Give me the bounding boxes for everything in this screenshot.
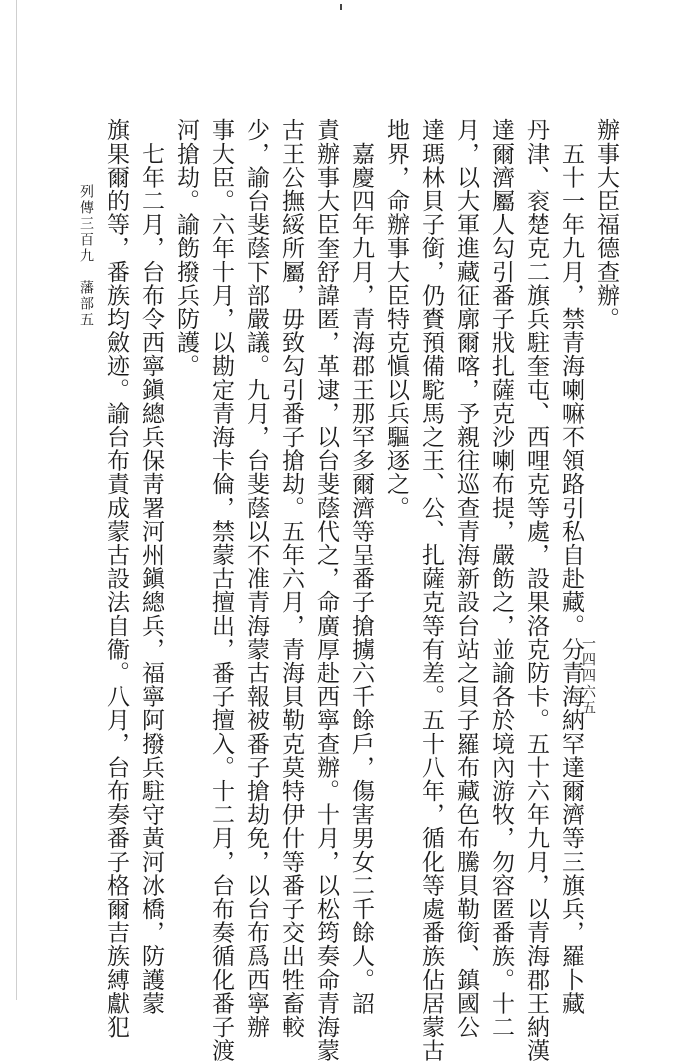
- running-head: 列傳三百九 藩部五: [78, 184, 94, 328]
- text-column-12: 事大臣。六年十月，以勘定青海卡倫，禁蒙古擅出，番子擅入。十二月，台布奏循化番子渡: [208, 118, 234, 1062]
- text-column-9: 責辦事大臣奎舒諱匿，革逮，以台斐蔭代之，命廣厚赴西寧查辦。十月，以松筠奏命青海蒙: [313, 118, 339, 1062]
- text-column-3: 丹津、衮楚克二旗兵駐奎屯、西哩克等處，設果洛克防卡。五十六年九月，以青海郡王納漢: [523, 118, 549, 1062]
- text-column-11: 少，諭台斐蔭下部嚴議。九月，台斐蔭以不准青海蒙古報被番子搶劫免，以台布爲西寧辦: [243, 118, 269, 1039]
- text-column-6: 達瑪林貝子銜，仍賚預備駝馬之王、公、扎薩克等有差。五十八年，循化等處番族佔居蒙古: [418, 118, 444, 1062]
- text-column-15: 旗果爾的等，番族均斂迹。諭台布責成蒙古設法自衞。八月，台布奏番子格爾吉族縛獻犯: [103, 118, 129, 1039]
- text-column-14: 七年二月，台布令西寧鎭總兵保靑署河州鎭總兵，福寧阿撥兵駐守黃河冰橋，防護蒙: [138, 118, 164, 1015]
- text-column-13: 河搶劫。諭飭撥兵防護。: [173, 118, 199, 378]
- text-column-10: 古王公撫綏所屬，毋致勾引番子搶劫。五年六月，青海貝勒克莫特伊什等番子交出牲畜較: [278, 118, 304, 1039]
- scan-edge-line: [16, 0, 17, 1000]
- text-column-1: 辦事大臣福德查辦。: [593, 118, 619, 331]
- text-column-4: 達爾濟屬人勾引番子戕扎薩克沙喇布提，嚴飭之，並諭各於境內游牧，勿容匿番族。十二: [488, 118, 514, 1039]
- text-column-7: 地界，命辦事大臣特克愼以兵驅逐之。: [383, 118, 409, 520]
- page-number: 一四四六五: [580, 636, 596, 716]
- text-column-5: 月，以大軍進藏征廓爾喀，予親往巡查青海新設台站之貝子羅布藏色布騰貝勒銜、鎮國公: [453, 118, 479, 1039]
- top-tick-mark: [340, 4, 342, 10]
- text-column-8: 嘉慶四年九月，青海郡王那罕多爾濟等呈番子搶擄六千餘戶，傷害男女二千餘人。詔: [348, 118, 374, 1015]
- text-column-2: 五十一年九月，禁青海喇嘛不領路引私自赴藏。分青海納罕達爾濟等三旗兵，羅卜藏: [558, 118, 584, 1015]
